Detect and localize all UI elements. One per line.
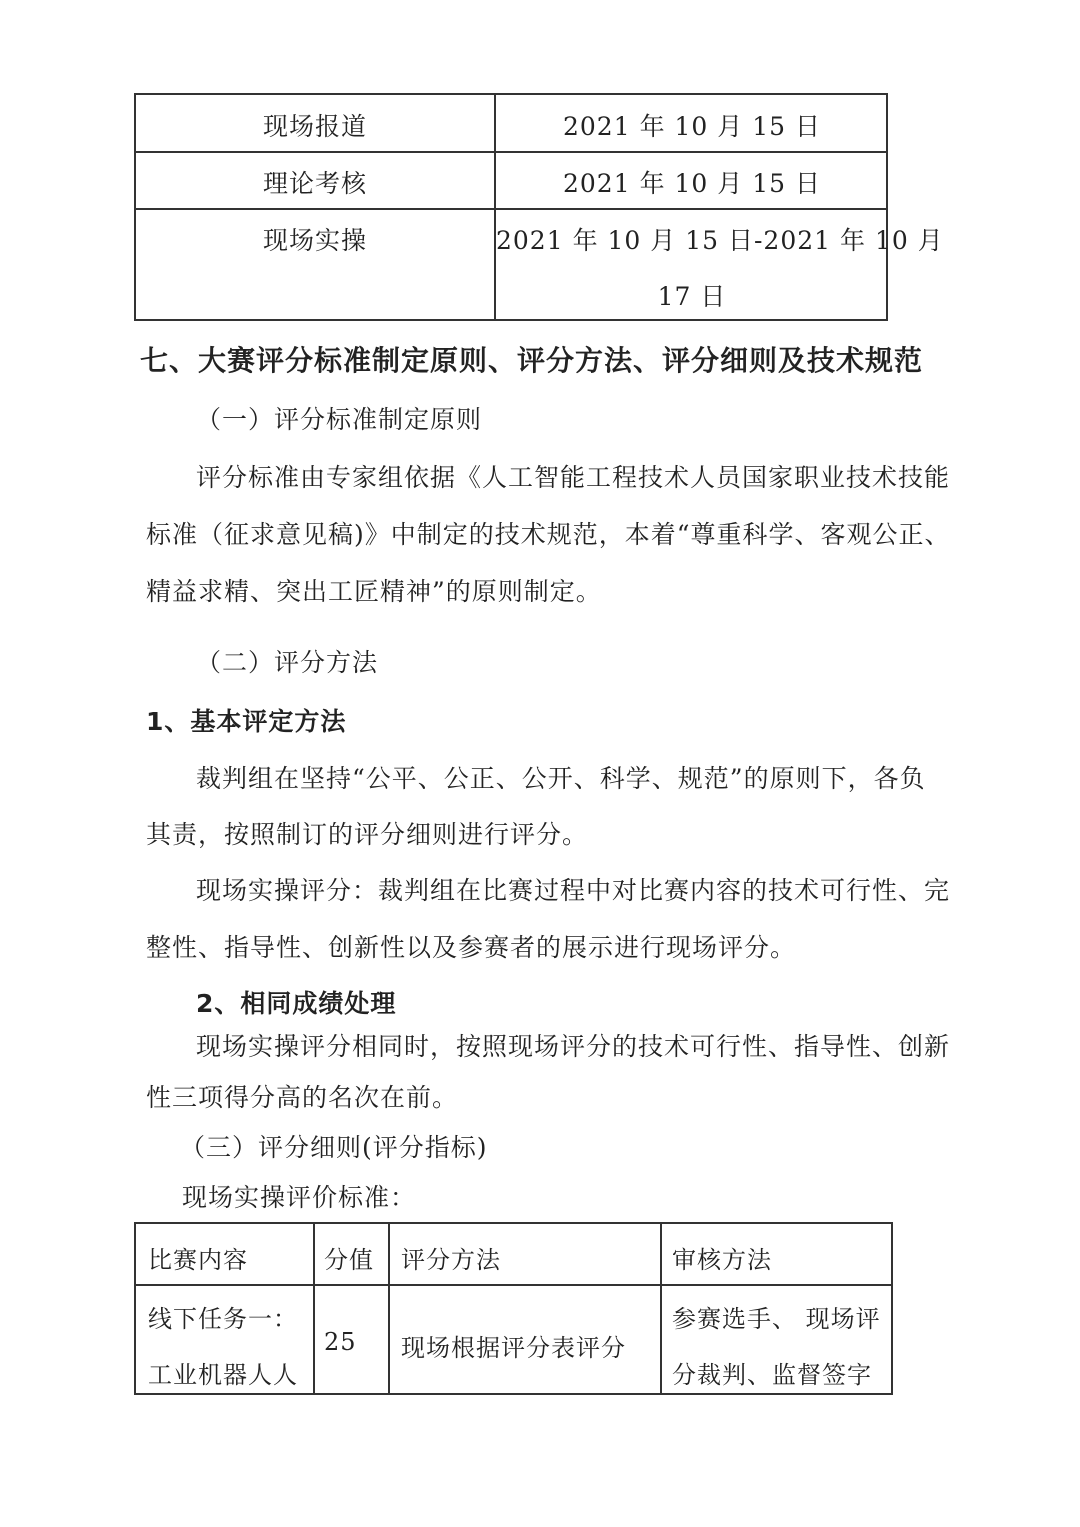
scoring-table — [134, 1222, 893, 1395]
paragraph-line: 整性、指导性、创新性以及参赛者的展示进行现场评分。 — [146, 933, 797, 962]
subsection-title: （二）评分方法 — [196, 648, 379, 677]
schedule-date: 2021 年 10 月 15 日-2021 年 10 月 — [496, 226, 944, 255]
paragraph-line: 标准（征求意见稿)》中制定的技术规范，本着“尊重科学、客观公正、 — [146, 520, 951, 549]
subsection-title: （一）评分标准制定原则 — [196, 405, 483, 434]
table-cell: 线下任务一： — [148, 1305, 298, 1333]
table-cell: 分裁判、监督签字 — [672, 1361, 872, 1389]
table-divider — [388, 1224, 390, 1393]
paragraph-line: 精益求精、突出工匠精神”的原则制定。 — [146, 577, 602, 606]
table-intro: 现场实操评价标准： — [182, 1183, 417, 1212]
table-divider — [136, 1284, 891, 1286]
part-heading: 1、基本评定方法 — [146, 707, 347, 736]
table-cell: 现场根据评分表评分 — [401, 1334, 626, 1362]
table-cell: 参赛选手、 现场评 — [672, 1305, 881, 1333]
schedule-table — [134, 93, 944, 321]
paragraph-line: 裁判组在坚持“公平、公正、公开、科学、规范”的原则下，各负 — [196, 764, 926, 793]
section-heading: 七、大赛评分标准制定原则、评分方法、评分细则及技术规范 — [140, 344, 924, 377]
subsection-title: （三）评分细则(评分指标) — [180, 1133, 488, 1162]
paragraph-line: 其责，按照制订的评分细则进行评分。 — [146, 820, 589, 849]
table-divider — [313, 1224, 315, 1393]
part-heading: 2、相同成绩处理 — [196, 989, 397, 1018]
schedule-item: 现场报道 — [262, 112, 367, 141]
paragraph-line: 性三项得分高的名次在前。 — [146, 1083, 459, 1112]
table-header: 分值 — [324, 1246, 374, 1274]
paragraph-line: 评分标准由专家组依据《人工智能工程技术人员国家职业技术技能 — [196, 463, 951, 492]
paragraph-line: 现场实操评分：裁判组在比赛过程中对比赛内容的技术可行性、完 — [196, 876, 951, 905]
paragraph-line: 现场实操评分相同时，按照现场评分的技术可行性、指导性、创新 — [196, 1032, 951, 1061]
table-divider — [660, 1224, 662, 1393]
table-divider — [136, 151, 886, 153]
table-header: 比赛内容 — [148, 1246, 248, 1274]
table-cell: 25 — [324, 1328, 357, 1356]
table-header: 审核方法 — [672, 1246, 772, 1274]
schedule-item: 理论考核 — [262, 169, 367, 198]
table-header: 评分方法 — [401, 1246, 501, 1274]
schedule-date: 17 日 — [657, 282, 727, 311]
schedule-item: 现场实操 — [262, 226, 367, 255]
table-divider — [136, 208, 886, 210]
table-cell: 工业机器人人 — [148, 1361, 298, 1389]
schedule-date: 2021 年 10 月 15 日 — [563, 169, 821, 198]
schedule-date: 2021 年 10 月 15 日 — [563, 112, 821, 141]
